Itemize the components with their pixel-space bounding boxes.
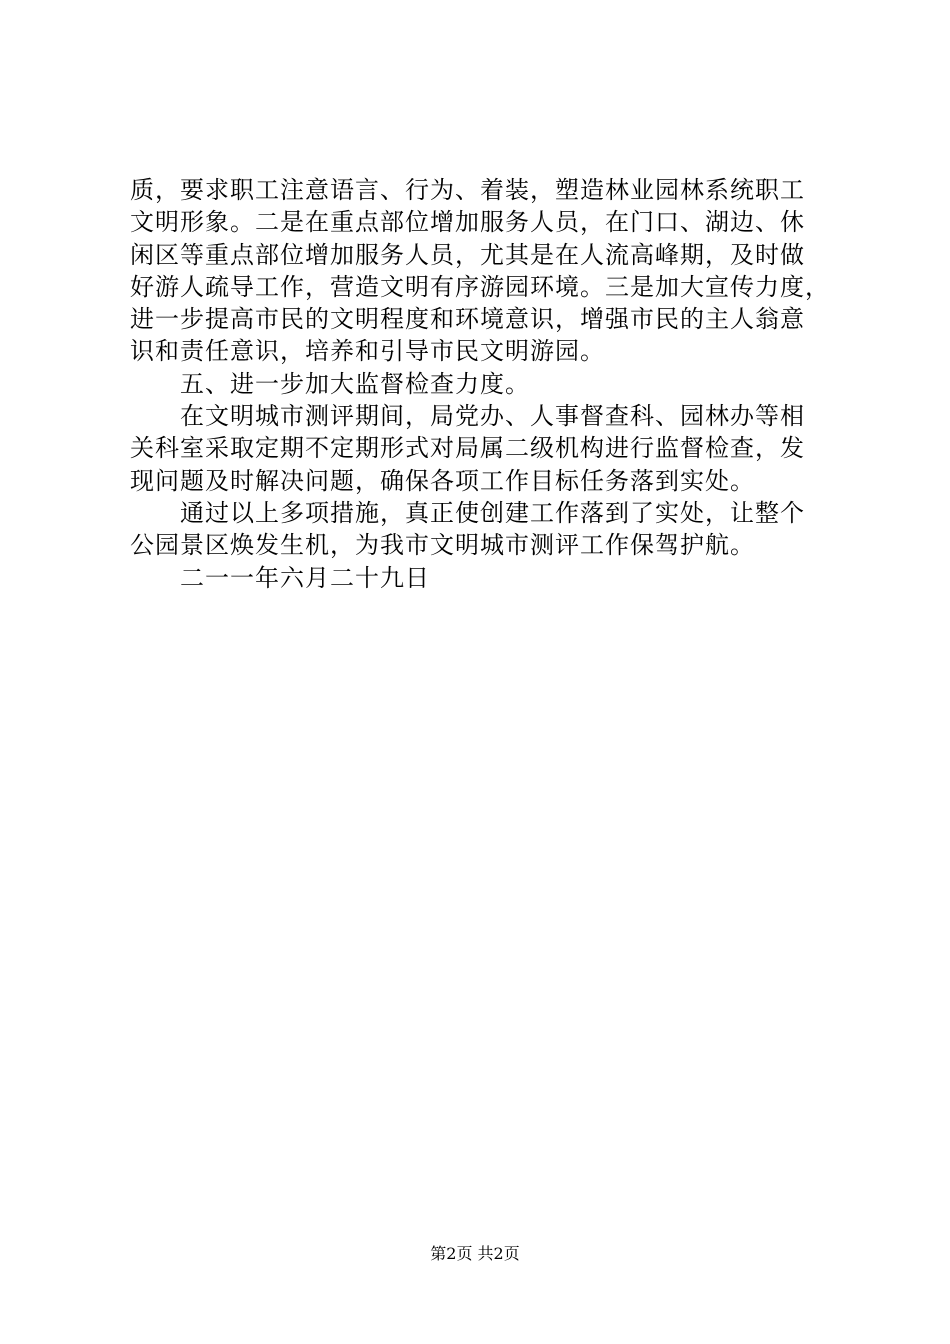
text-line-3: 闲区等重点部位增加服务人员，尤其是在人流高峰期，及时做 bbox=[130, 240, 805, 269]
text-line-5: 进一步提高市民的文明程度和环境意识，增强市民的主人翁意 bbox=[130, 305, 805, 334]
text-line-11: 通过以上多项措施，真正使创建工作落到了实处，让整个 bbox=[130, 498, 805, 527]
section-heading: 五、进一步加大监督检查力度。 bbox=[130, 369, 530, 398]
page-footer: 第2页 共2页 bbox=[430, 1244, 520, 1263]
document-date: 二一一年六月二十九日 bbox=[130, 563, 430, 592]
text-line-9: 关科室采取定期不定期形式对局属二级机构进行监督检查，发 bbox=[130, 434, 805, 463]
document-body bbox=[130, 174, 830, 594]
text-line-4: 好游人疏导工作，营造文明有序游园环境。三是加大宣传力度， bbox=[130, 272, 830, 301]
text-line-12: 公园景区焕发生机，为我市文明城市测评工作保驾护航。 bbox=[130, 531, 755, 560]
text-line-8: 在文明城市测评期间，局党办、人事督查科、园林办等相 bbox=[130, 402, 805, 431]
text-line-10: 现问题及时解决问题，确保各项工作目标任务落到实处。 bbox=[130, 466, 755, 495]
text-line-1: 质，要求职工注意语言、行为、着装，塑造林业园林系统职工 bbox=[130, 176, 805, 204]
text-line-2: 文明形象。二是在重点部位增加服务人员，在门口、湖边、休 bbox=[130, 208, 805, 237]
text-line-6: 识和责任意识，培养和引导市民文明游园。 bbox=[130, 337, 605, 366]
